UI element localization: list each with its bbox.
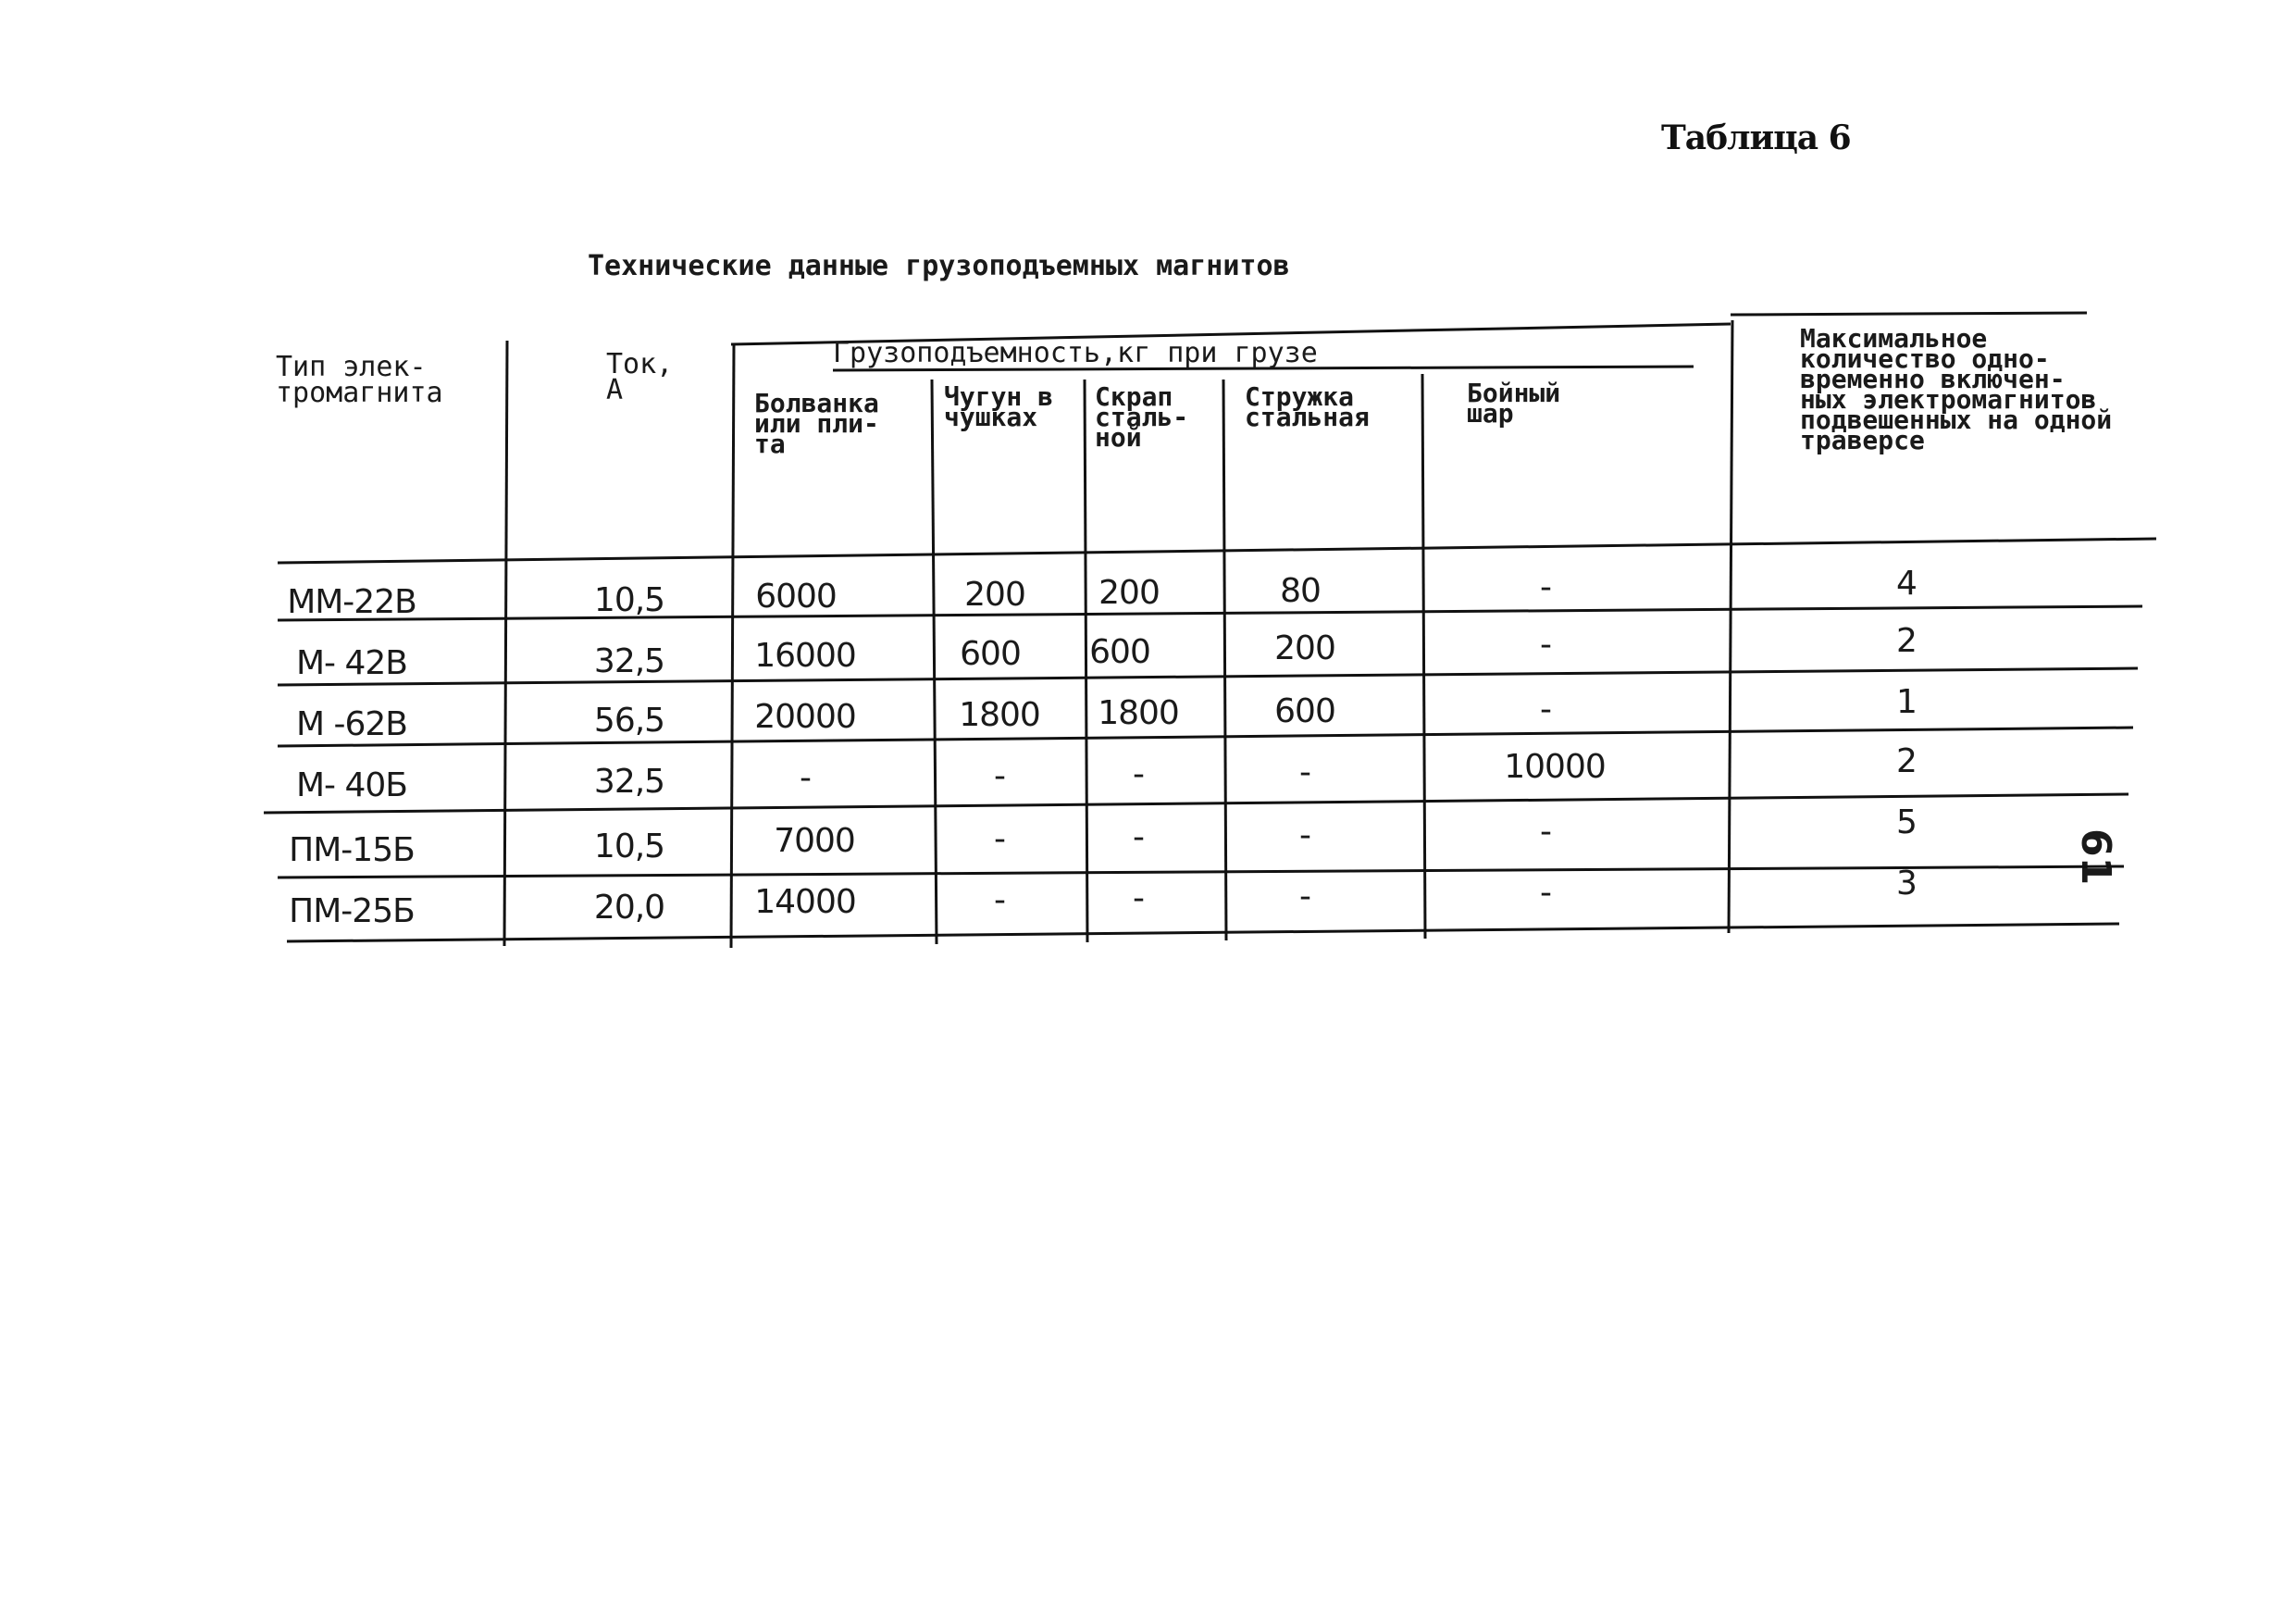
cell-max-count: 1 xyxy=(1896,683,1917,721)
header-scrap: Скрап сталь- ной xyxy=(1095,381,1189,453)
cell-shavings: 200 xyxy=(1274,629,1335,667)
cell-pig-iron: - xyxy=(994,881,1005,919)
cell-shavings: 80 xyxy=(1280,572,1321,610)
cell-pig-iron: 600 xyxy=(960,635,1021,673)
cell-current: 10,5 xyxy=(593,828,665,865)
cell-pig-iron: - xyxy=(994,757,1005,795)
col-7 xyxy=(1729,320,1732,933)
cell-ingot: 7000 xyxy=(774,822,855,860)
cell-ball: - xyxy=(1540,691,1551,728)
cell-max-count: 4 xyxy=(1896,565,1917,603)
cell-scrap: - xyxy=(1133,879,1144,917)
cell-pig-iron: 200 xyxy=(964,576,1025,614)
cell-scrap: 1800 xyxy=(1098,694,1179,732)
cell-scrap: - xyxy=(1133,755,1144,793)
header-pig-iron: Чугун в чушках xyxy=(944,381,1054,432)
header-shavings: Стружка стальная xyxy=(1245,381,1370,432)
table-label: Таблица 6 xyxy=(1661,118,1851,157)
cell-current: 32,5 xyxy=(593,763,665,801)
cell-current: 56,5 xyxy=(593,702,665,740)
cell-ingot: - xyxy=(800,759,811,797)
cell-ball: - xyxy=(1540,874,1551,912)
cell-max-count: 5 xyxy=(1896,803,1917,841)
col-2 xyxy=(731,344,734,948)
rule-header-bottom xyxy=(278,539,2156,563)
page-number: 61 xyxy=(2072,828,2119,886)
header-capacity-group: Грузоподъемность,кг при грузе xyxy=(833,337,1318,369)
cell-ball: - xyxy=(1540,813,1551,851)
col-5 xyxy=(1223,380,1226,940)
header-ball: Бойный шар xyxy=(1467,378,1561,429)
cell-max-count: 3 xyxy=(1896,865,1917,902)
col-1 xyxy=(504,341,507,946)
cell-pig-iron: 1800 xyxy=(959,696,1040,734)
cell-type: ММ-22В xyxy=(287,583,416,621)
cell-scrap: 200 xyxy=(1098,574,1160,612)
cell-type: М -62В xyxy=(296,705,407,743)
cell-shavings: - xyxy=(1299,816,1310,854)
cell-ball: - xyxy=(1540,568,1551,606)
cell-shavings: - xyxy=(1299,753,1310,791)
header-current: Ток, А xyxy=(606,348,674,406)
cell-pig-iron: - xyxy=(994,820,1005,858)
rule-top-right xyxy=(1731,313,2087,315)
header-type: Тип элек- тромагнита xyxy=(276,351,443,409)
cell-ingot: 6000 xyxy=(755,578,837,616)
cell-max-count: 2 xyxy=(1896,622,1917,660)
cell-ball: - xyxy=(1540,626,1551,664)
cell-shavings: - xyxy=(1299,877,1310,915)
header-max-count: Максимальное количество одно- временно включен- ных электромагнитов подвешенных на одной траверсе xyxy=(1800,323,2113,455)
cell-ball: 10000 xyxy=(1504,748,1606,786)
cell-current: 20,0 xyxy=(593,889,665,927)
cell-scrap: - xyxy=(1133,818,1144,856)
cell-ingot: 14000 xyxy=(754,883,856,921)
rule-row-5 xyxy=(278,866,2124,877)
cell-current: 32,5 xyxy=(593,642,665,680)
cell-shavings: 600 xyxy=(1274,692,1335,730)
header-ingot: Болванка или пли- та xyxy=(754,388,879,459)
cell-type: ПМ-25Б xyxy=(289,892,415,930)
cell-ingot: 16000 xyxy=(754,637,856,675)
document-title: Технические данные грузоподъемных магнитов xyxy=(588,250,1290,282)
cell-type: М- 42В xyxy=(296,644,407,682)
cell-scrap: 600 xyxy=(1089,633,1150,671)
cell-type: ПМ-15Б xyxy=(289,831,415,869)
col-6 xyxy=(1422,374,1425,939)
cell-max-count: 2 xyxy=(1896,742,1917,780)
cell-current: 10,5 xyxy=(593,581,665,619)
cell-ingot: 20000 xyxy=(754,698,856,736)
cell-type: М- 40Б xyxy=(296,766,407,804)
rule-row-4 xyxy=(264,794,2128,813)
